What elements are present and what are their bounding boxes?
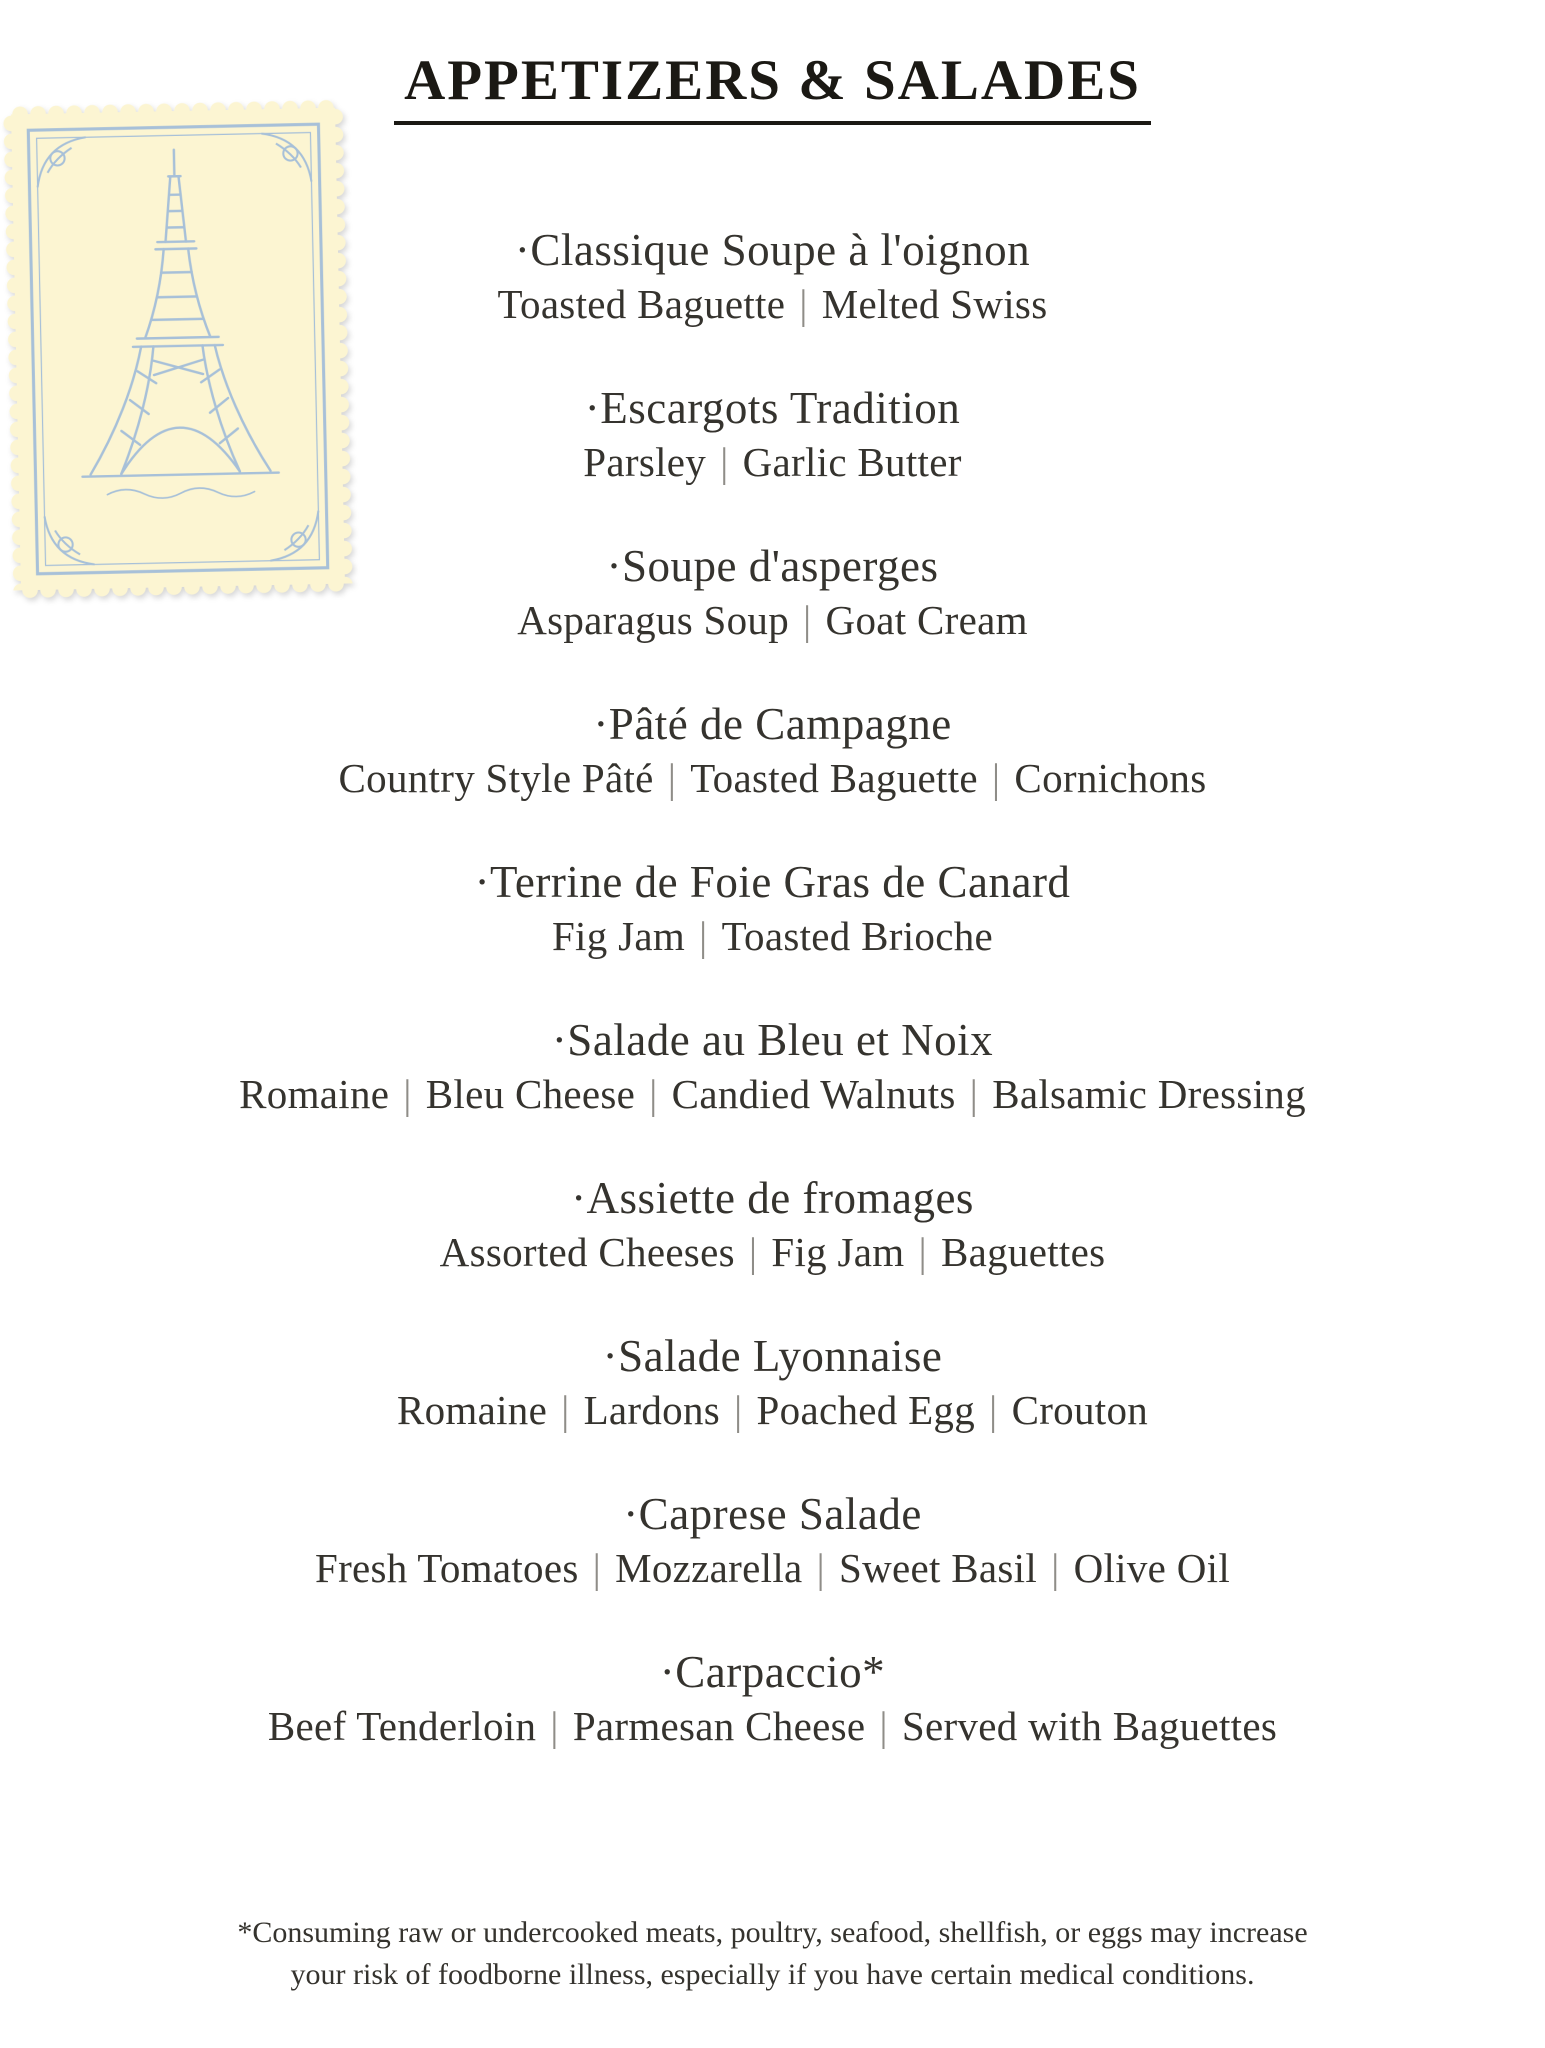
separator: |: [1051, 1545, 1060, 1591]
separator: |: [720, 439, 729, 485]
menu-item-description: [0, 1067, 1545, 1121]
menu-item-description: [0, 1541, 1545, 1595]
menu-item-name: ·Caprese Salade: [623, 1489, 922, 1539]
disclaimer-line-2: your risk of foodborne illness, especially if you have certain medical conditions.: [290, 1958, 1255, 1991]
menu-item-detail: Country Style Pâté: [338, 755, 654, 801]
menu-item-detail: Toasted Baguette: [690, 755, 978, 801]
separator: |: [734, 1387, 743, 1433]
menu-item: [0, 1487, 1545, 1595]
disclaimer: [0, 1912, 1545, 1996]
menu-item-detail: Assorted Cheeses: [439, 1229, 735, 1275]
separator: |: [667, 755, 677, 801]
menu-item: [0, 855, 1545, 963]
menu-item-name: ·Assiette de fromages: [571, 1173, 974, 1223]
menu-item-detail: Parmesan Cheese: [572, 1703, 866, 1749]
menu-item-name: ·Escargots Tradition: [584, 383, 961, 433]
menu-item: [0, 697, 1545, 805]
separator: |: [969, 1071, 979, 1117]
menu-item-detail: Fig Jam: [771, 1229, 905, 1275]
disclaimer-line-1: *Consuming raw or undercooked meats, poultry, seafood, shellfish, or eggs may increase: [237, 1916, 1308, 1949]
menu-item-detail: Romaine: [396, 1387, 548, 1433]
menu-item-detail: Poached Egg: [756, 1387, 976, 1433]
menu-item-detail: Goat Cream: [825, 597, 1028, 643]
separator: |: [649, 1071, 658, 1117]
separator: |: [550, 1703, 559, 1749]
separator: |: [803, 597, 812, 643]
menu-item-detail: Beef Tenderloin: [267, 1703, 537, 1749]
separator: |: [918, 1229, 927, 1275]
postage-stamp: [3, 99, 353, 598]
menu-item-detail: Candied Walnuts: [671, 1071, 956, 1117]
separator: |: [816, 1545, 826, 1591]
menu-item-name: ·Salade au Bleu et Noix: [551, 1015, 994, 1065]
menu-item-description: [0, 1383, 1545, 1437]
menu-item: [0, 1013, 1545, 1121]
menu-item-name: ·Soupe d'asperges: [606, 541, 939, 591]
menu-item-detail: Fig Jam: [551, 913, 686, 959]
menu-item-detail: Garlic Butter: [742, 439, 962, 485]
menu-item-detail: Olive Oil: [1073, 1545, 1231, 1591]
menu-item-detail: Parsley: [583, 439, 707, 485]
separator: |: [799, 281, 808, 327]
menu-item: [0, 1645, 1545, 1753]
menu-item-detail: Served with Baguettes: [901, 1703, 1278, 1749]
menu-item-name: ·Terrine de Foie Gras de Canard: [474, 857, 1071, 907]
eiffel-tower-icon: [17, 114, 339, 584]
menu-item-name: ·Classique Soupe à l'oignon: [514, 225, 1031, 275]
menu-item-name: ·Carpaccio*: [659, 1647, 886, 1697]
separator: |: [989, 1387, 998, 1433]
page-title: APPETIZERS & SALADES: [394, 48, 1151, 125]
menu-item-detail: Toasted Brioche: [721, 913, 994, 959]
menu-item-description: [0, 751, 1545, 805]
menu-item-detail: Sweet Basil: [839, 1545, 1038, 1591]
menu-item-description: [0, 593, 1545, 647]
menu-item-detail: Mozzarella: [615, 1545, 803, 1591]
separator: |: [748, 1229, 758, 1275]
menu-item-detail: Crouton: [1011, 1387, 1149, 1433]
menu-item-detail: Cornichons: [1014, 755, 1207, 801]
menu-item-name: ·Salade Lyonnaise: [602, 1331, 943, 1381]
separator: |: [991, 755, 1001, 801]
separator: |: [879, 1703, 888, 1749]
separator: |: [403, 1071, 412, 1117]
menu-item-detail: Bleu Cheese: [425, 1071, 636, 1117]
menu-item-description: [0, 1225, 1545, 1279]
menu-item-description: [0, 909, 1545, 963]
menu-item-description: [0, 1699, 1545, 1753]
menu-item-detail: Balsamic Dressing: [992, 1071, 1306, 1117]
menu-item-detail: Melted Swiss: [821, 281, 1048, 327]
menu-item: [0, 1171, 1545, 1279]
separator: |: [592, 1545, 602, 1591]
menu-item-name: ·Pâté de Campagne: [593, 699, 952, 749]
menu-item-detail: Lardons: [583, 1387, 721, 1433]
menu-item-detail: Romaine: [239, 1071, 390, 1117]
separator: |: [699, 913, 708, 959]
menu-item-detail: Asparagus Soup: [517, 597, 790, 643]
menu-item-detail: Fresh Tomatoes: [314, 1545, 579, 1591]
menu-item-detail: Baguettes: [940, 1229, 1106, 1275]
menu-item: [0, 1329, 1545, 1437]
separator: |: [561, 1387, 570, 1433]
menu-page: [0, 48, 1545, 2048]
menu-item-detail: Toasted Baguette: [497, 281, 786, 327]
